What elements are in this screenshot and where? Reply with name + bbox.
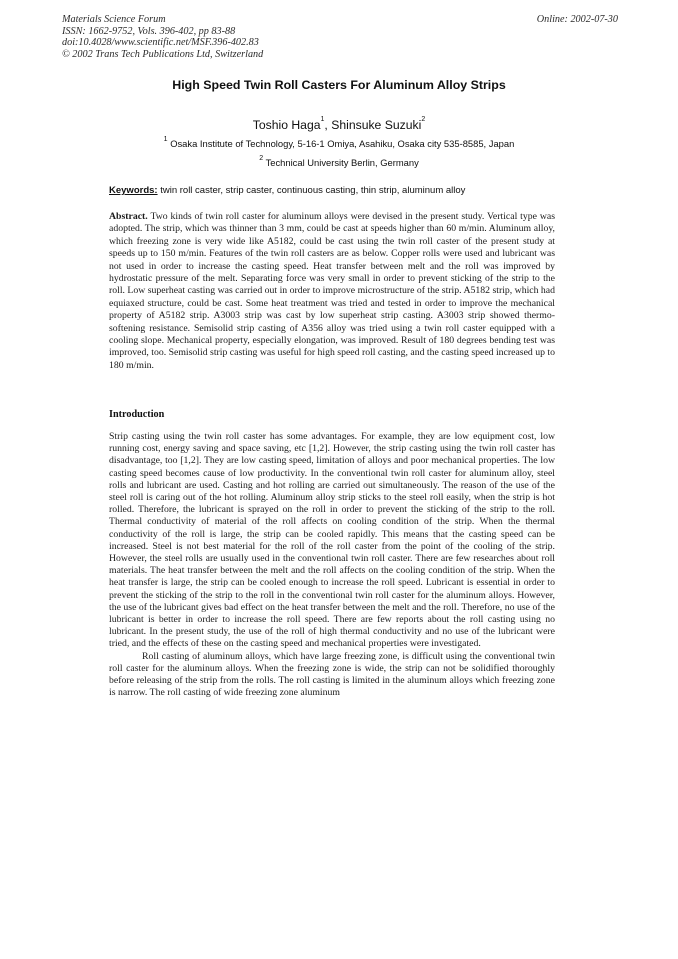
author-name: Toshio Haga	[252, 118, 321, 132]
journal-header	[62, 14, 618, 60]
affiliation-text: Osaka Institute of Technology, 5-16-1 Omiya, Asahiku, Osaka city 535-8585, Japan	[170, 138, 515, 149]
affiliation-1	[0, 138, 678, 149]
abstract	[109, 211, 555, 372]
introduction-paragraph: Roll casting of aluminum alloys, which have large freezing zone, is difficult using the conventional twin roll caster for the aluminum alloys. When the freezing zone is wide, the strip can not be solidified thoroughly before releasing of the strip from the rolls. The roll casting is limited in the aluminum alloys which freezing zone is narrow. The roll casting of wide freezing zone aluminum	[109, 650, 555, 699]
introduction-body	[109, 431, 555, 699]
journal-name: Materials Science Forum	[62, 14, 166, 25]
affiliation-2	[0, 157, 678, 168]
keywords-text: twin roll caster, strip caster, continuous casting, thin strip, aluminum alloy	[160, 185, 466, 196]
affiliation-mark: 2	[259, 155, 264, 162]
copyright-line: © 2002 Trans Tech Publications Ltd, Switzerland	[62, 48, 264, 60]
affiliation-mark: 1	[163, 136, 168, 143]
issn-line: ISSN: 1662-9752, Vols. 396-402, pp 83-88	[62, 25, 236, 37]
author-name: Shinsuke Suzuki	[331, 118, 422, 132]
affiliation-text: Technical University Berlin, Germany	[265, 157, 419, 168]
online-date: Online: 2002-07-30	[536, 14, 618, 25]
introduction-paragraph: Strip casting using the twin roll caster has some advantages. For example, they are low equipment cost, low running cost, energy saving and space saving, etc [1,2]. However, the strip casting using the twin roll caster has disadvantage, too [1,2]. They are low casting speed, limitation of alloys and poor mechanical properties. The low casting speed becomes cause of low productivity. In the conventional twin roll caster for aluminum alloy, steel rolls and lubricant are used. Casting and hot rolling are carried out simultaneously. The reason of the use of the steel roll is caring out of the hot rolling. Aluminum alloy strip sticks to the steel roll easily, when the strip is hot rolled. Therefore, the lubricant is sprayed on the roll in order to prevent the sticking of the strip to the roll. Thermal conductivity of material of the roll affects on cooling condition of the strip. When the thermal conductivity of the roll is large, the strip can be cooled rapidly. This means that the casting speed can be increased. Steel is not best material for the roll of the roll caster from the point of the cooling of the strip. However, the steel rolls are usually used in the conventional twin roll caster. There are few researches about roll materials. The heat transfer between the melt and the roll affects on the cooling condition of the strip. When the heat transfer is large, the strip can be cooled enough to increase the roll speed. Lubricant is essential in order to prevent the sticking of the strip to the roll in the conventional twin roll caster for the aluminum alloys. However, the use of the lubricant gives bad effect on the heat transfer between the melt and the roll. Therefore, no use of the lubricant is better in order to increase the roll speed. There are few reports about the roll casting using no lubricant. In the present study, the use of the roll of high thermal conductivity and no use of the lubricant were tried, and the effects of these on the casting speed and mechanical properties were investigated.	[109, 431, 555, 650]
paper-title: High Speed Twin Roll Casters For Aluminum Alloy Strips	[172, 78, 506, 92]
author-list	[0, 118, 678, 132]
introduction-heading: Introduction	[109, 409, 165, 420]
author-affiliation-mark: 2	[421, 116, 426, 123]
author-separator: ,	[324, 118, 332, 132]
keywords-label: Keywords:	[109, 185, 158, 196]
author-affiliation-mark: 1	[320, 116, 325, 123]
keywords-line	[109, 185, 465, 196]
abstract-text: Two kinds of twin roll caster for aluminum alloys were devised in the present study. Vertical type was adopted. The strip, which was thinner than 3 mm, could be cast at speeds higher than 60 m/min. Aluminum alloy, which freezing zone is very wide like A5182, could be cast using the twin roll caster of the present study at speeds up to 150 m/min. Features of the twin roll casters are as below. Copper rolls were used and lubricant was not used in order to increase the casting speed. Heat transfer between melt and the roll was improved by hydrostatic pressure of the melt. Separating force was very small in order to prevent sticking of the strip to the roll. Low superheat casting was carried out in order to improve microstructure of the strip. A5182 strip, which had equiaxed structure, could be cast. Some heat treatment was tried and tested in order to improve the mechanical property of A5182 strip. A3003 strip was cast by low superheat strip casting. A3003 strip showed thermo-softening resistance. Semisolid strip casting of A356 alloy was tried using a twin roll caster equipped with a cooling slope. Mechanical property, especially elongation, was improved. Result of 180 degrees bending test was improved, too. Semisolid strip casting was useful for high speed roll casting, and the casting speed increased up to 180 m/min.	[109, 211, 555, 371]
doi-link[interactable]: doi:10.4028/www.scientific.net/MSF.396-402.83	[62, 37, 259, 49]
abstract-label: Abstract.	[109, 211, 148, 222]
